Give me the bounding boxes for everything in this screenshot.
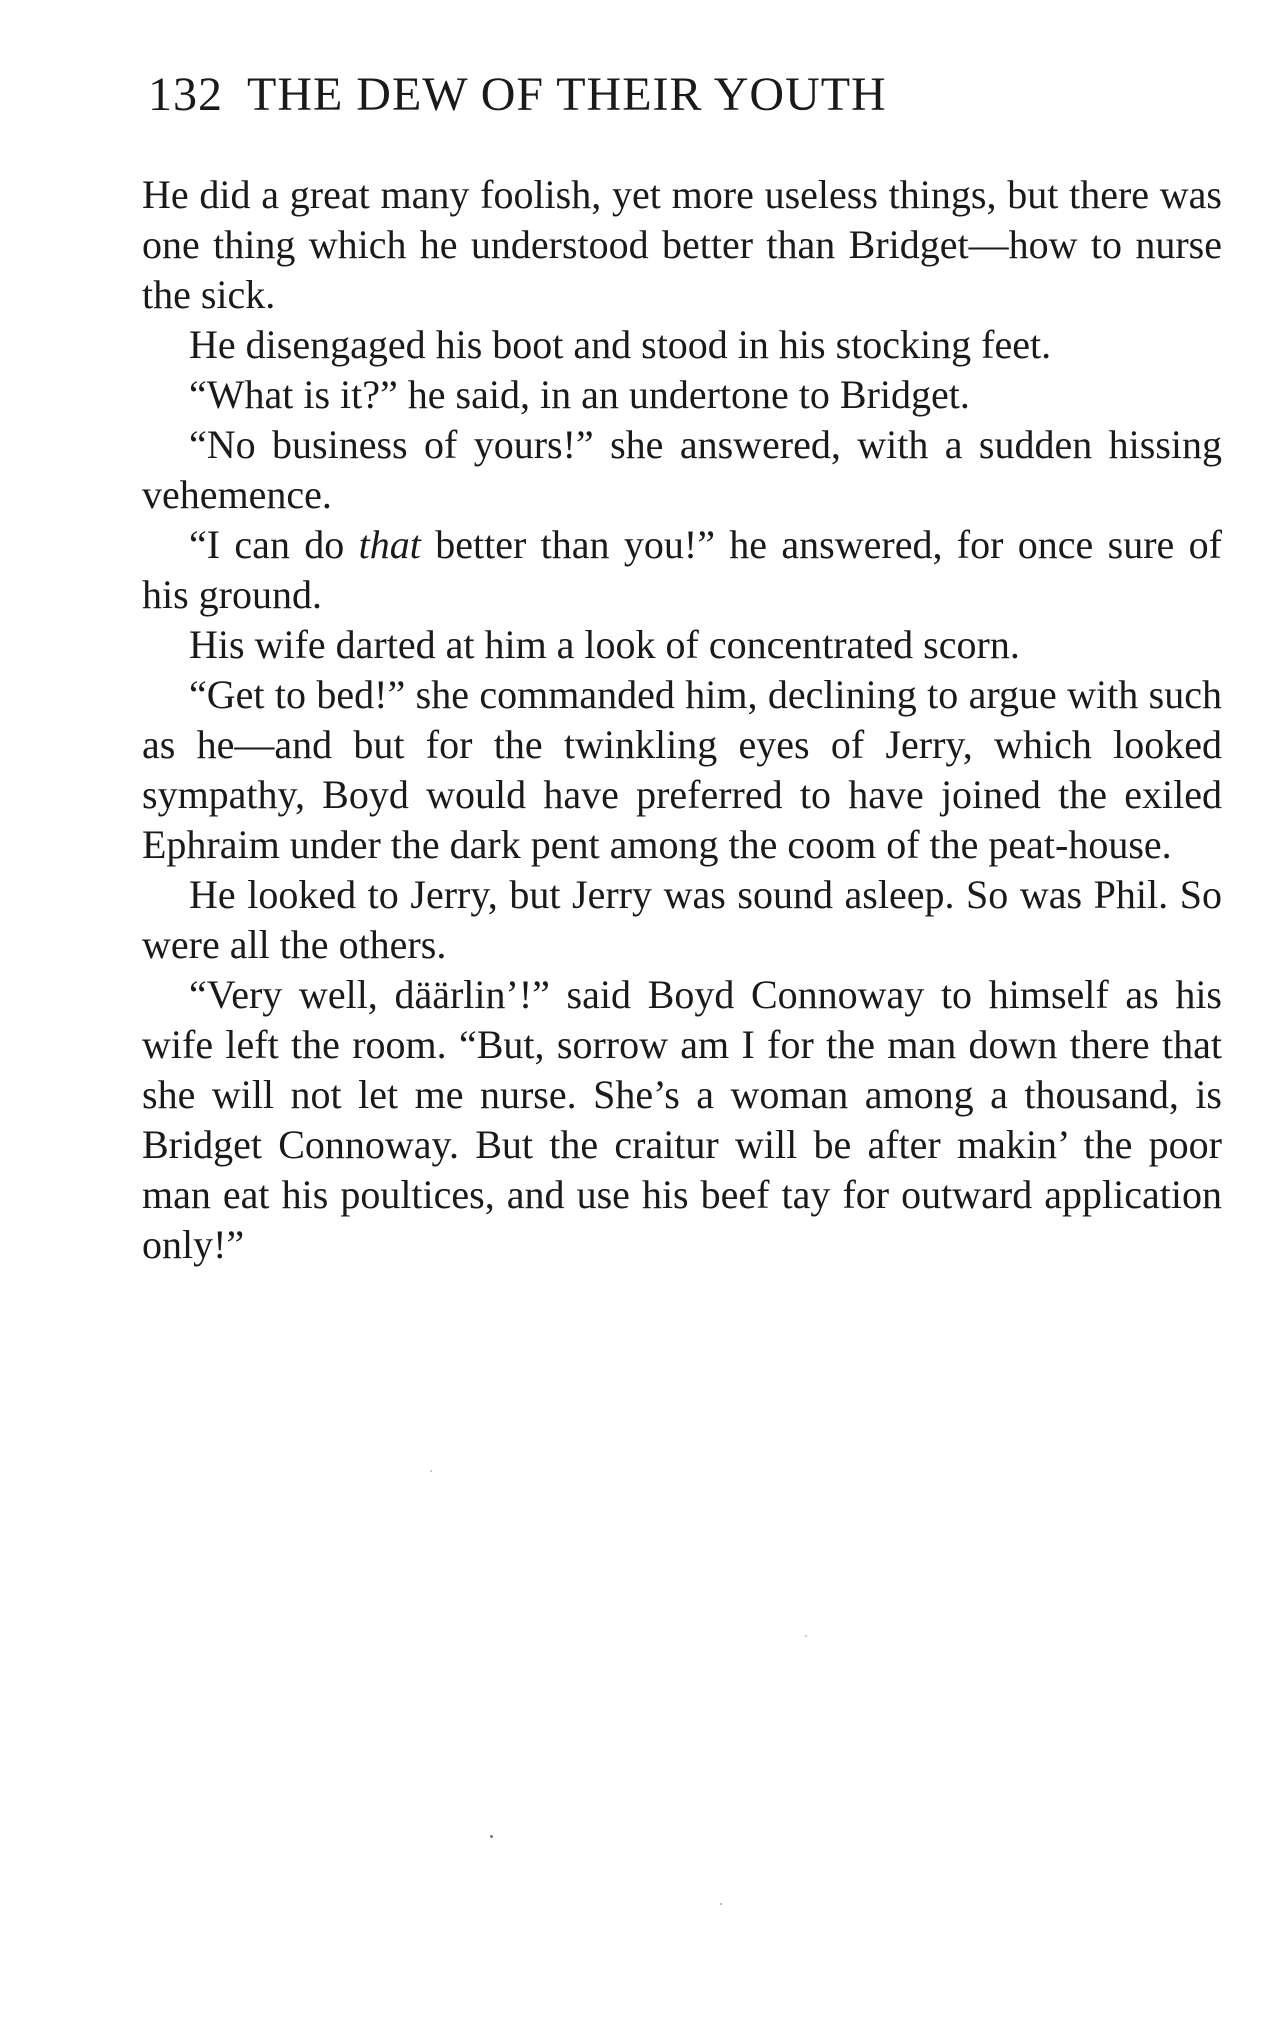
body-text xyxy=(142,170,1222,1270)
scan-speck xyxy=(430,1470,432,1472)
paragraph-4: “No business of yours!” she answered, with a sudden hissing vehemence. xyxy=(142,422,1222,517)
paragraph-1: He did a great many foolish, yet more useless things, but there was one thing which he understood better than Bridget—how to nurse the sick. xyxy=(142,172,1222,317)
running-head xyxy=(148,66,1128,124)
paragraph-5-before: “I can do xyxy=(189,522,359,567)
page-number: 132 xyxy=(148,68,223,121)
paragraph-8: He looked to Jerry, but Jerry was sound asleep. So was Phil. So were all the others. xyxy=(142,872,1222,967)
book-title: THE DEW OF THEIR YOUTH xyxy=(247,68,887,121)
paragraph-3: “What is it?” he said, in an undertone to Bridget. xyxy=(189,372,970,417)
paragraph-6: His wife darted at him a look of concentrated scorn. xyxy=(189,622,1020,667)
paragraph-9: “Very well, däärlin’!” said Boyd Connoway to himself as his wife left the room. “But, sorrow am I for the man down there that she will not let me nurse. She’s a woman among a thousand, is Bridget Connoway. But the craitur will be after makin’ the poor man eat his poultices, and use his beef tay for outward application only!” xyxy=(142,972,1222,1267)
paragraph-2: He disengaged his boot and stood in his stocking feet. xyxy=(189,322,1052,367)
scan-speck xyxy=(720,1903,722,1905)
paragraph-5-after: better than you!” he answered, for once sure of his ground. xyxy=(142,522,1222,617)
paragraph-5-emphasis: that xyxy=(358,522,421,567)
paragraph-5 xyxy=(142,520,1222,620)
paragraph-7: “Get to bed!” she commanded him, declining to argue with such as he—and but for the twinkling eyes of Jerry, which looked sympathy, Boyd would have preferred to have joined the exiled Ephraim under the dark pent among the coom of the peat-house. xyxy=(142,672,1222,867)
scan-speck xyxy=(490,1835,493,1838)
scan-speck xyxy=(805,1635,807,1637)
